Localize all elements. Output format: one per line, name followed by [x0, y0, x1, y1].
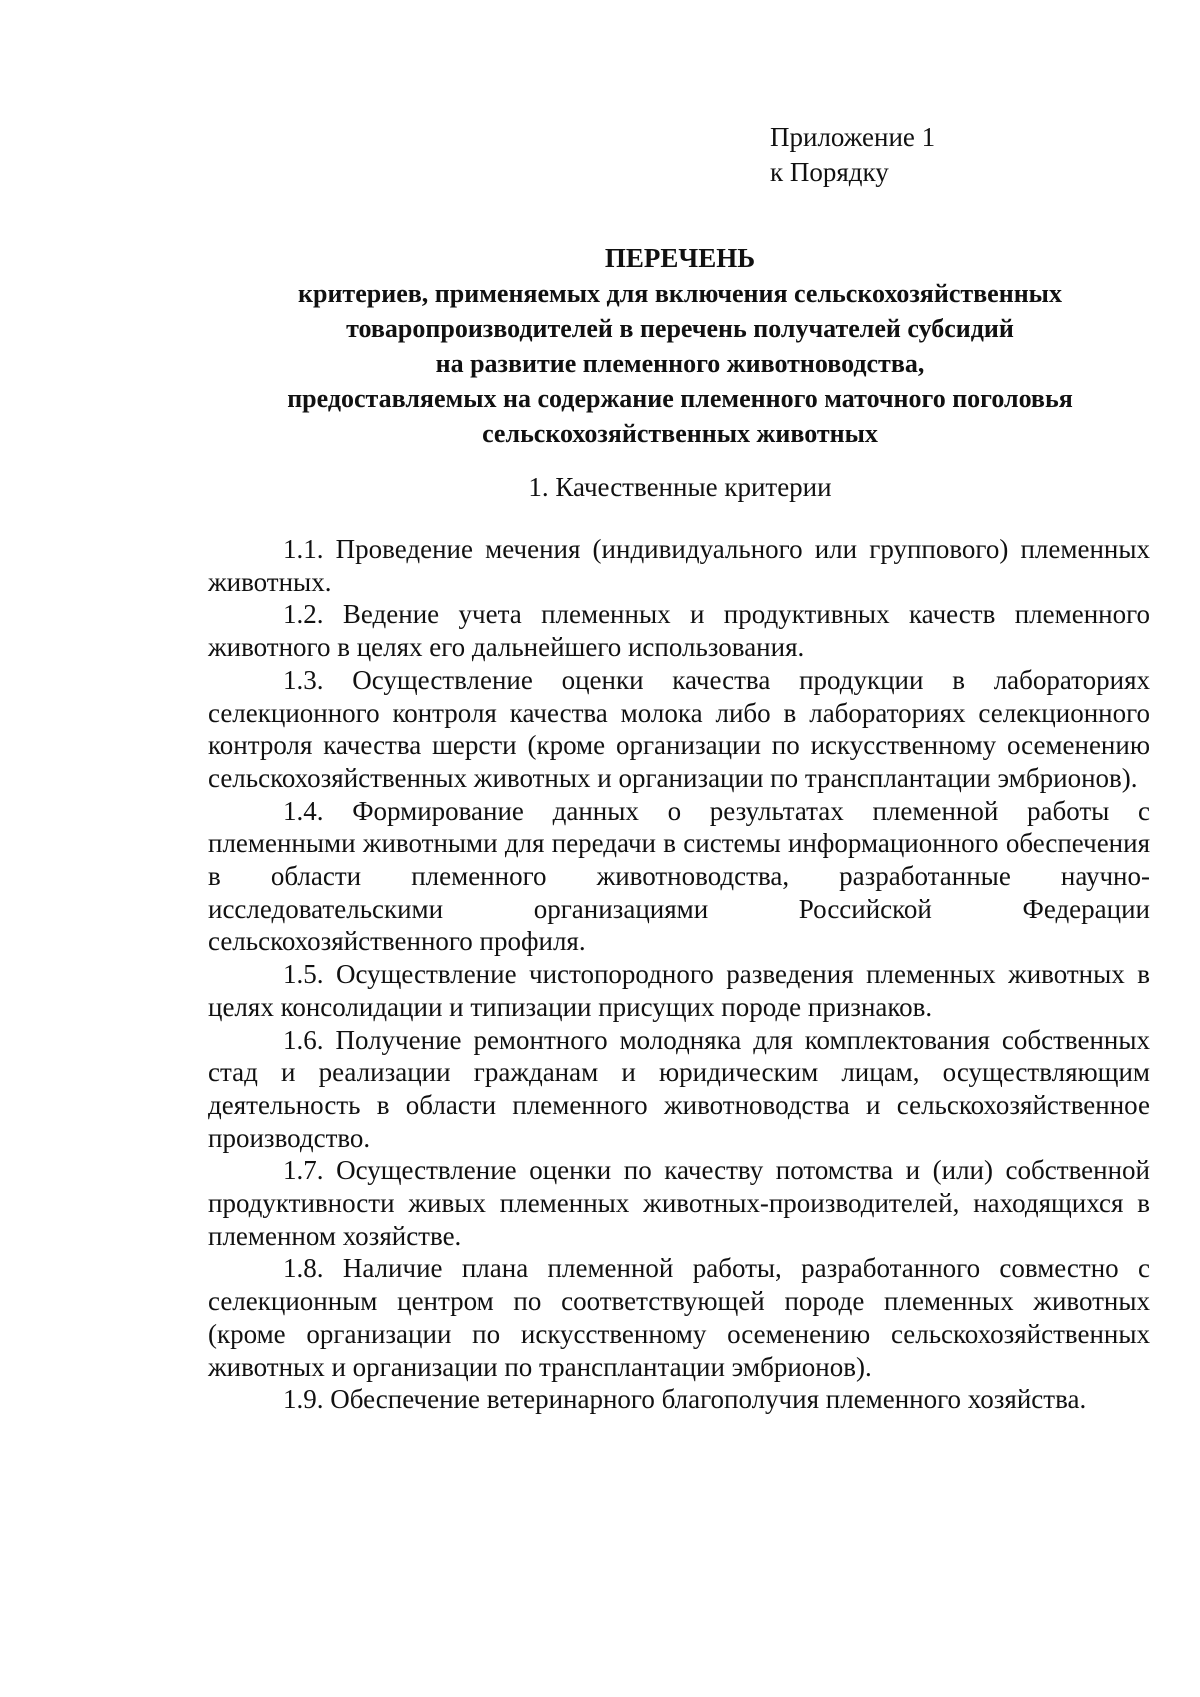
title-line-4: предоставляемых на содержание племенного маточного поголовья	[287, 384, 1073, 413]
criterion-item-1-5: 1.5. Осуществление чистопородного разведения племенных животных в целях консолидации и типизации присущих породе признаков.	[208, 959, 1150, 1022]
title-line-5: сельскохозяйственных животных	[482, 419, 878, 448]
criteria-list	[208, 533, 1150, 1416]
criterion-item-1-7: 1.7. Осуществление оценки по качеству потомства и (или) собственной продуктивности живых племенных животных-производителей, находящихся в племенном хозяйстве.	[208, 1155, 1150, 1251]
criterion-item-1-1: 1.1. Проведение мечения (индивидуального или группового) племенных животных.	[208, 534, 1150, 597]
title-line-2: товаропроизводителей в перечень получателей субсидий	[346, 314, 1014, 343]
appendix-line-2: к Порядку	[770, 157, 889, 187]
criterion-item-1-2: 1.2. Ведение учета племенных и продуктивных качеств племенного животного в целях его дальнейшего использования.	[208, 599, 1150, 663]
criterion-item-1-9: 1.9. Обеспечение ветеринарного благополучия племенного хозяйства.	[283, 1384, 1087, 1415]
document-title	[200, 241, 1160, 451]
title-heading: ПЕРЕЧЕНЬ	[604, 243, 756, 273]
appendix-reference	[770, 120, 935, 190]
section-heading: 1. Качественные критерии	[528, 472, 832, 502]
criterion-item-1-6: 1.6. Получение ремонтного молодняка для комплектования собственных стад и реализации гражданам и юридическим лицам, осуществляющим деятельность в области племенного животноводства и сельскохозяйственное производство.	[208, 1024, 1150, 1153]
criterion-item-1-8: 1.8. Наличие плана племенной работы, разработанного совместно с селекционным центром по соответствующей породе племенных животных (кроме организации по искусственному осеменению сельскохозяйственных животных и организации по трансплантации эмбрионов).	[208, 1253, 1150, 1382]
title-line-1: критериев, применяемых для включения сельскохозяйственных	[298, 279, 1062, 308]
criterion-item-1-3: 1.3. Осуществление оценки качества продукции в лабораториях селекционного контроля качества молока либо в лабораториях селекционного контроля качества шерсти (кроме организации по искусственному осеменению сельскохозяйственных животных и организации по трансплантации эмбрионов).	[208, 664, 1150, 793]
appendix-line-1: Приложение 1	[770, 122, 936, 152]
title-line-3: на развитие племенного животноводства,	[435, 349, 925, 378]
criterion-item-1-4: 1.4. Формирование данных о результатах племенной работы с племенными животными для передачи в системы информационного обеспечения в области племенного животноводства, разработанные научно-исследовательскими организациями Российской Федерации сельскохозяйственного профиля.	[208, 795, 1150, 957]
